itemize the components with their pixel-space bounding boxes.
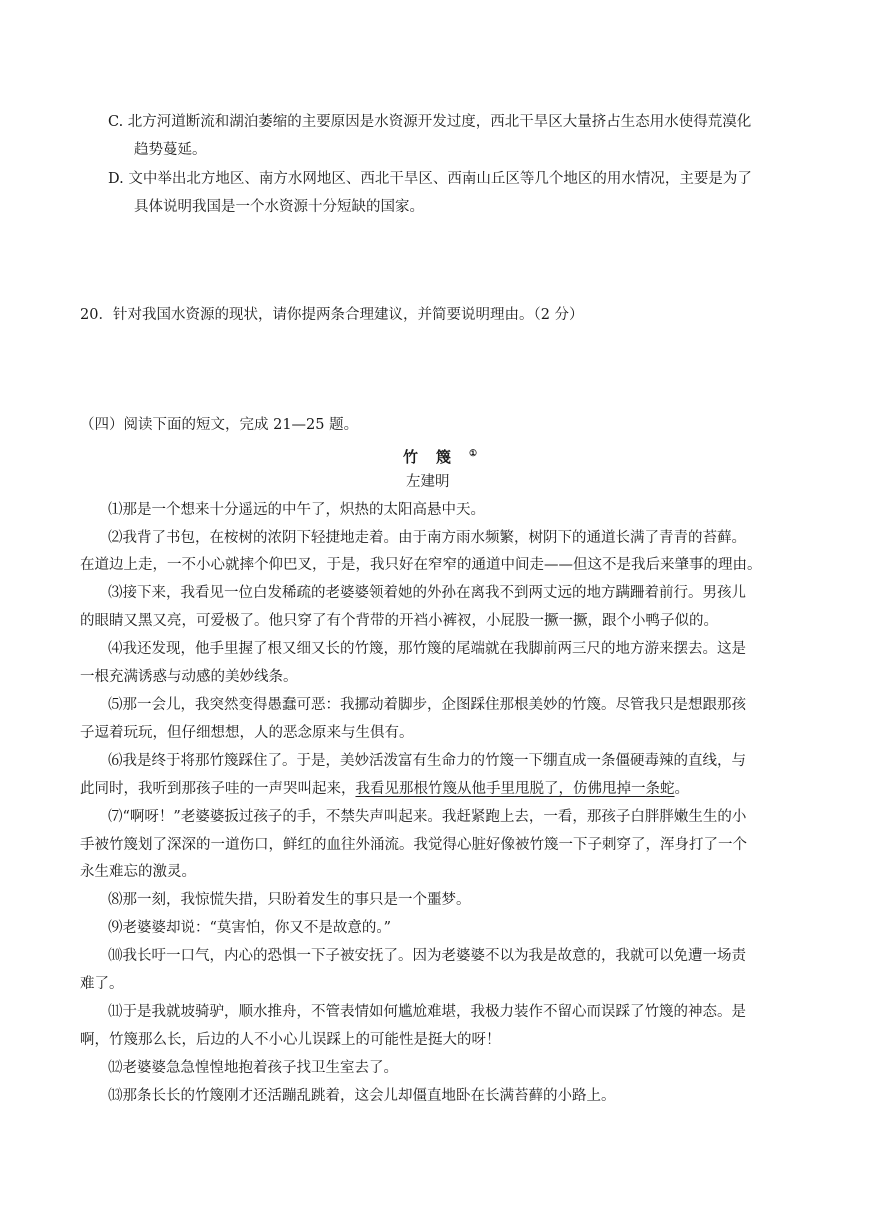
paragraph-2-line1: ⑵我背了书包，在桉树的浓阴下轻捷地走着。由于南方雨水频繁，树阴下的通道长满了青青的苔藓。: [108, 530, 746, 546]
option-d-line2: 具体说明我国是一个水资源十分短缺的国家。: [134, 199, 424, 215]
paragraph-6-text: 此同时，我听到那孩子哇的一声哭叫起来，: [80, 781, 356, 797]
paragraph-1: ⑴那是一个想来十分遥远的中午了，炽热的太阳高悬中天。: [108, 502, 485, 518]
article-author: 左建明: [406, 474, 450, 490]
paragraph-13: ⒀那条长长的竹篾刚才还活蹦乱跳着，这会儿却僵直地卧在长满苔藓的小路上。: [108, 1088, 616, 1104]
underlined-sentence: 我看见那根竹篾从他手里甩脱了，仿佛甩掉一条蛇: [355, 781, 675, 797]
question-20: 20．针对我国水资源的现状，请你提两条合理建议，并简要说明理由。（2 分）: [80, 307, 584, 323]
paragraph-5-line2: 子逗着玩玩，但仔细想想，人的恶念原来与生俱有。: [80, 725, 414, 741]
section-4-heading: （四）阅读下面的短文，完成 21—25 题。: [80, 417, 359, 433]
paragraph-2-line2: 在道边上走，一不小心就摔个仰巴叉，于是，我只好在窄窄的通道中间走——但这不是我后来肇事的理由。: [80, 557, 762, 573]
paragraph-7-line1: ⑺“啊呀！”老婆婆扳过孩子的手，不禁失声叫起来。我赶紧跑上去，一看，那孩子白胖胖嫩生生的小: [108, 809, 747, 825]
option-c-line2: 趋势蔓延。: [134, 142, 207, 158]
article-title: [403, 444, 477, 467]
paragraph-6-end: 。: [674, 781, 689, 797]
paragraph-3-line2: 的眼睛又黑又亮，可爱极了。他只穿了有个背带的开裆小裤衩，小屁股一撅一撅，跟个小鸭子似的。: [80, 613, 718, 629]
title-footnote-mark: ①: [469, 449, 478, 459]
paragraph-10-line2: 难了。: [80, 976, 124, 992]
paragraph-12: ⑿老婆婆急急惶惶地抱着孩子找卫生室去了。: [108, 1060, 398, 1076]
paragraph-6-line1: ⑹我是终于将那竹篾踩住了。于是，美妙活泼富有生命力的竹篾一下绷直成一条僵硬毒辣的直线，与: [108, 753, 746, 769]
paragraph-4-line2: 一根充满诱惑与动感的美妙线条。: [80, 669, 298, 685]
paragraph-5-line1: ⑸那一会儿，我突然变得愚蠢可恶：我挪动着脚步，企图踩住那根美妙的竹篾。尽管我只是想跟那孩: [108, 697, 746, 713]
paragraph-7-line2: 手被竹篾划了深深的一道伤口，鲜红的血往外涌流。我觉得心脏好像被竹篾一下子刺穿了，浑身打了一个: [80, 837, 747, 853]
option-d-line1: D. 文中举出北方地区、南方水网地区、西北干旱区、西南山丘区等几个地区的用水情况，主要是为了: [108, 171, 752, 187]
paragraph-3-line1: ⑶接下来，我看见一位白发稀疏的老婆婆领着她的外孙在离我不到两丈远的地方蹒跚着前行。男孩儿: [108, 585, 746, 601]
paragraph-11-line2: 啊，竹篾那么长，后边的人不小心儿误踩上的可能性是挺大的呀！: [80, 1032, 501, 1048]
paragraph-10-line1: ⑽我长吁一口气，内心的恐惧一下子被安抚了。因为老婆婆不以为我是故意的，我就可以免遭一场责: [108, 948, 746, 964]
paragraph-6-line2: [80, 779, 689, 799]
paragraph-7-line3: 永生难忘的激灵。: [80, 864, 196, 880]
option-c-line1: C. 北方河道断流和湖泊萎缩的主要原因是水资源开发过度，西北干旱区大量挤占生态用水使得荒漠化: [108, 114, 752, 130]
paragraph-9: ⑼老婆婆却说：“莫害怕，你又不是故意的。”: [108, 920, 392, 936]
paragraph-4-line1: ⑷我还发现，他手里握了根又细又长的竹篾，那竹篾的尾端就在我脚前两三尺的地方游来摆去。这是: [108, 641, 746, 657]
paragraph-11-line1: ⑾于是我就坡骑驴，顺水推舟，不管表情如何尴尬难堪，我极力装作不留心而误踩了竹篾的神态。是: [108, 1004, 746, 1020]
article-title-text: 竹篾: [403, 448, 470, 466]
paragraph-8: ⑻那一刻，我惊慌失措，只盼着发生的事只是一个噩梦。: [108, 892, 471, 908]
